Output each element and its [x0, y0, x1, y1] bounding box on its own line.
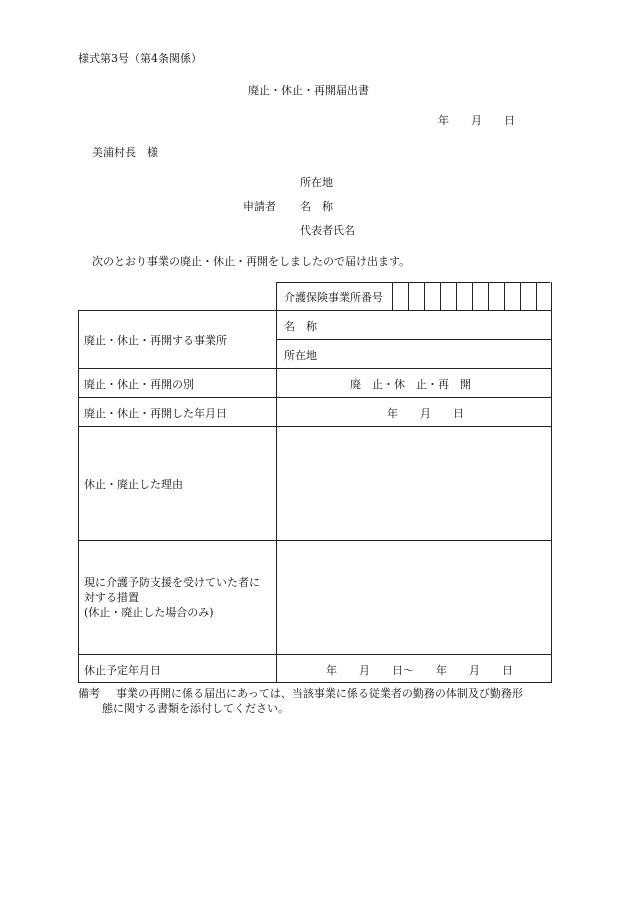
type-options[interactable]: 廃 止・休 止・再 開	[350, 378, 471, 391]
notification-table	[78, 282, 552, 682]
measure-label-line1: 現に介護予防支援を受けていた者に	[84, 576, 260, 589]
office-address-label: 所在地	[284, 349, 317, 362]
applicant-label: 申請者	[243, 200, 276, 213]
office-row-label: 廃止・休止・再開する事業所	[84, 334, 227, 347]
form-number: 様式第3号（第4条関係）	[78, 52, 202, 65]
applicant-rep-label: 代表者氏名	[300, 224, 355, 237]
date-label: 廃止・休止・再開した年月日	[84, 407, 227, 420]
applicant-address-label: 所在地	[300, 176, 333, 189]
note-line1: 事業の再開に係る届出にあっては、当該事業に係る従業者の勤務の体制及び勤務形	[116, 687, 523, 700]
planned-value[interactable]: 年 月 日〜 年 月 日	[326, 664, 513, 677]
form-title: 廃止・休止・再開届出書	[248, 84, 369, 97]
type-label: 廃止・休止・再開の別	[84, 378, 194, 391]
addressee: 美浦村長 様	[92, 146, 158, 159]
office-number-input[interactable]	[394, 284, 550, 308]
office-number-label: 介護保険事業所番号	[284, 291, 383, 304]
date-value[interactable]: 年 月 日	[387, 407, 464, 420]
measure-label-line3: (休止・廃止した場合のみ)	[84, 606, 214, 619]
submission-date: 年 月 日	[438, 114, 515, 127]
office-name-label: 名 称	[284, 320, 317, 333]
intro-text: 次のとおり事業の廃止・休止・再開をしましたので届け出ます。	[92, 255, 411, 268]
note-line2: 態に関する書類を添付してください。	[102, 702, 289, 715]
reason-input[interactable]	[278, 428, 550, 538]
measure-input[interactable]	[278, 542, 550, 652]
reason-label: 休止・廃止した理由	[84, 478, 183, 491]
measure-label-line2: 対する措置	[84, 591, 139, 604]
note-label: 備考	[78, 687, 100, 700]
planned-label: 休止予定年月日	[84, 664, 161, 677]
applicant-name-label: 名 称	[300, 200, 333, 213]
